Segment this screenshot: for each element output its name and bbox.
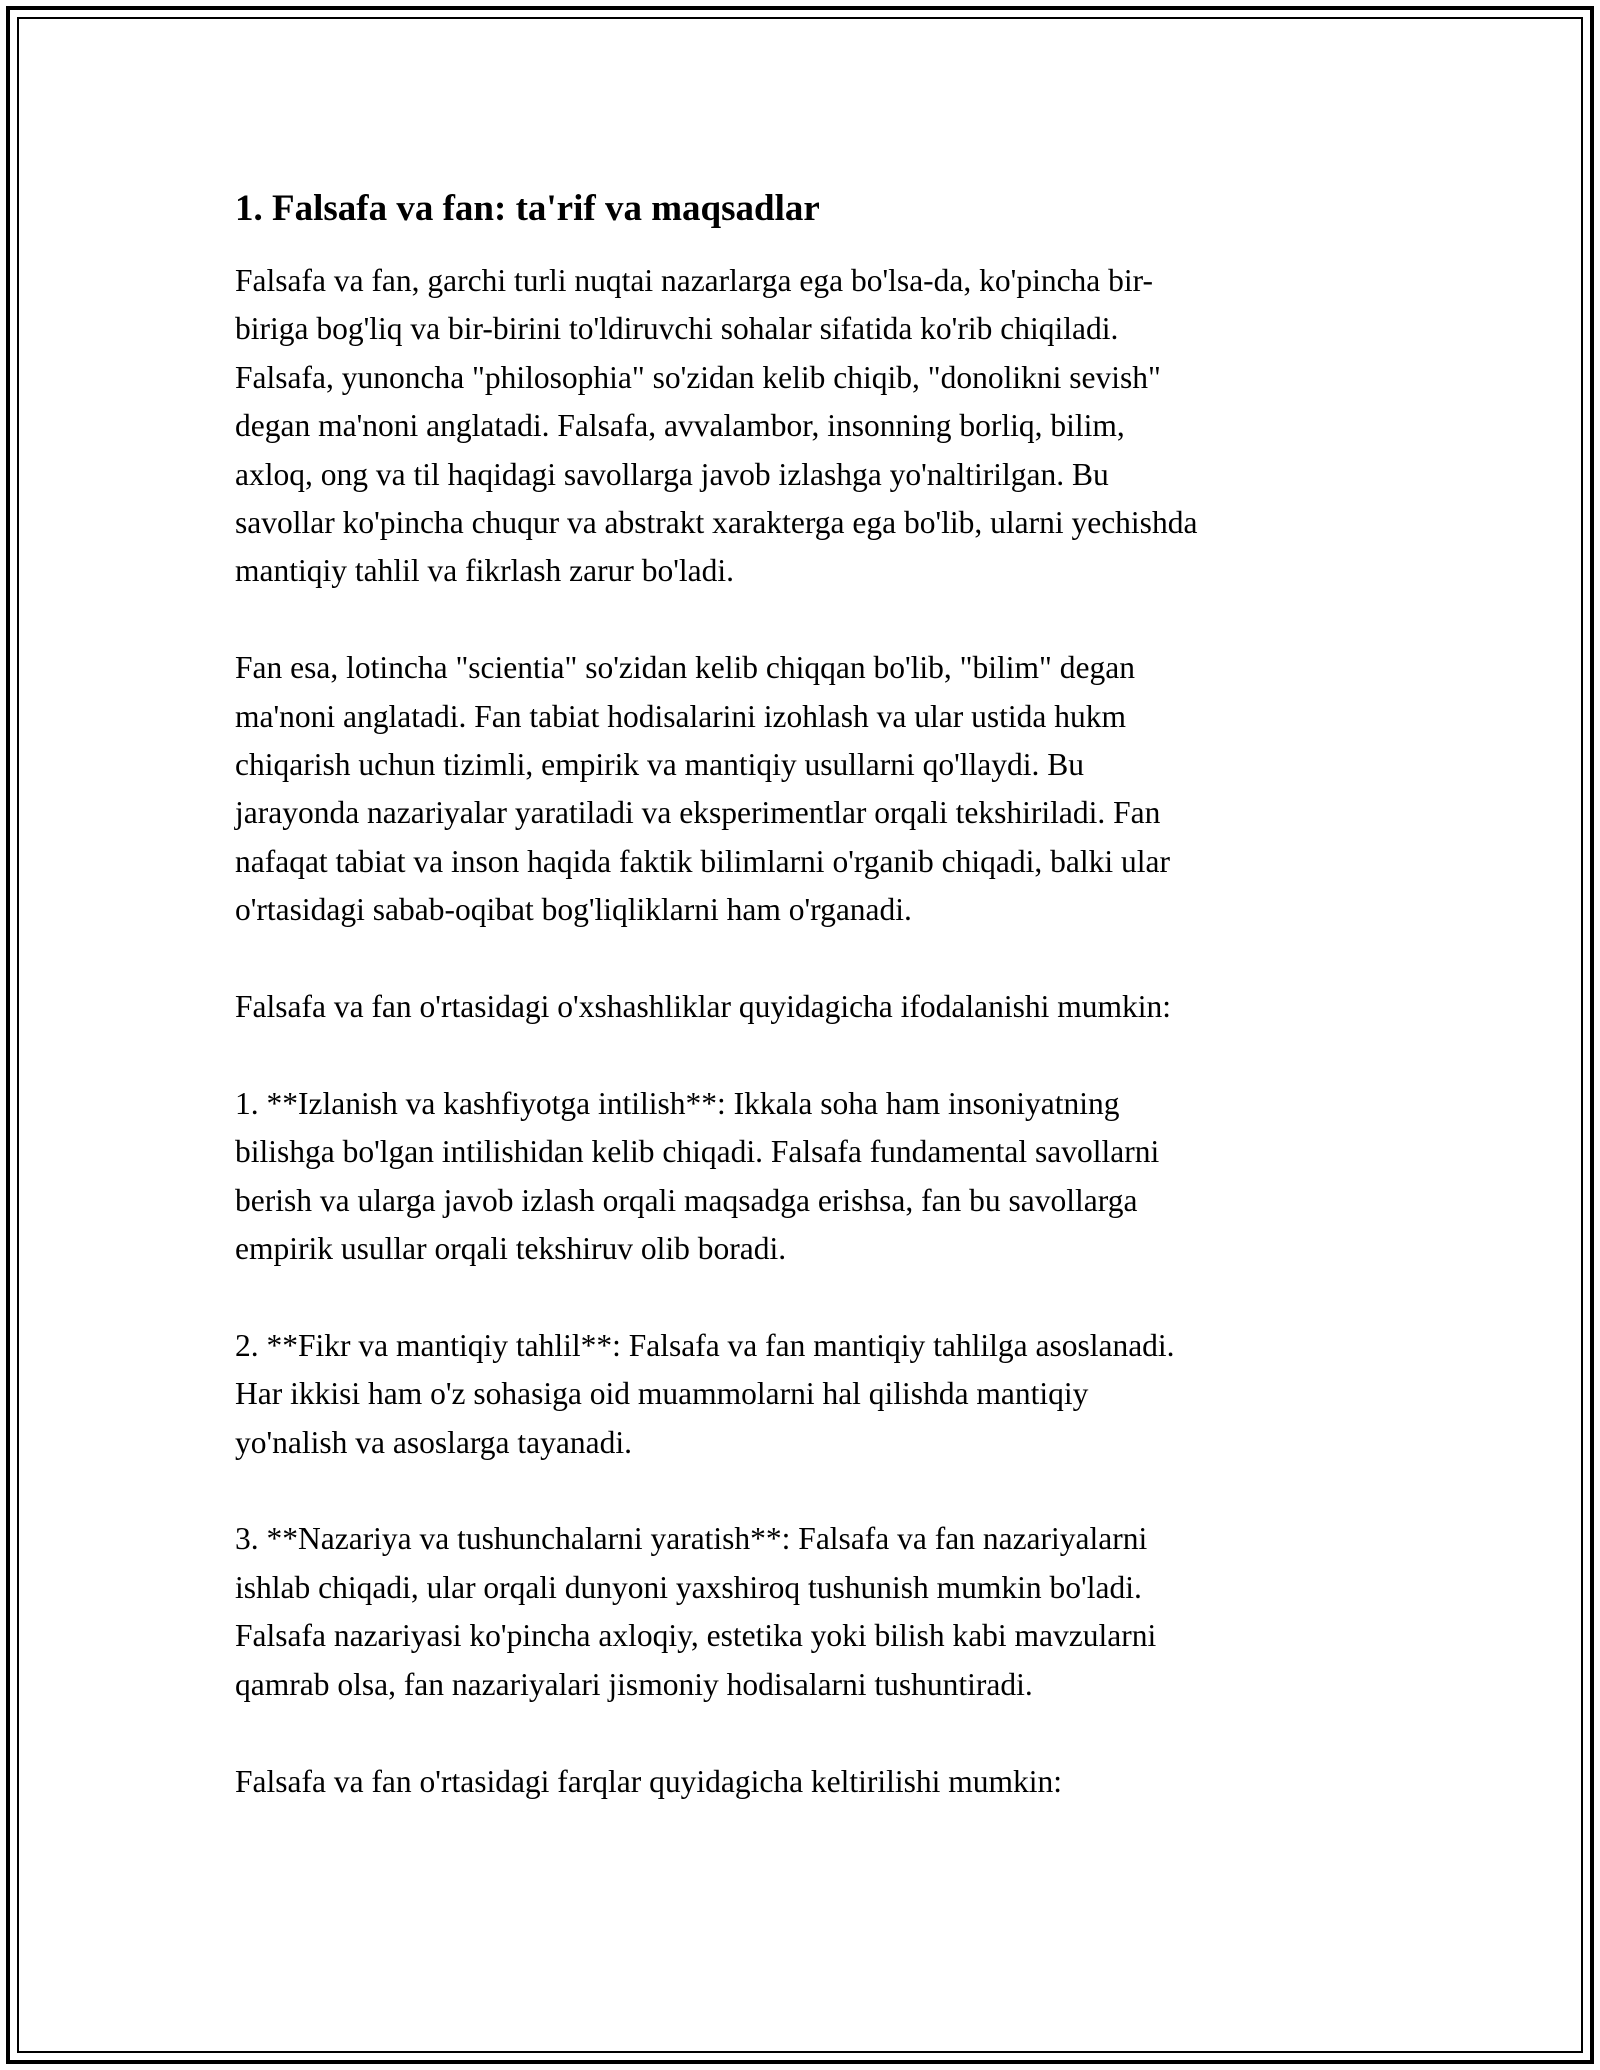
document-body: [235, 185, 1370, 1806]
paragraph-line: Har ikkisi ham o'z sohasiga oid muammolarni hal qilishda mantiqiy: [235, 1376, 1089, 1412]
paragraph-line: axloq, ong va til haqidagi savollarga javob izlashga yo'naltirilgan. Bu: [235, 456, 1109, 492]
paragraph-line: o'rtasidagi sabab-oqibat bog'liqliklarni ham o'rganadi.: [235, 892, 912, 928]
paragraph-list: [235, 257, 1370, 1806]
paragraph-line: 2. **Fikr va mantiqiy tahlil**: Falsafa va fan mantiqiy tahlilga asoslanadi.: [235, 1327, 1175, 1363]
paragraph-line: Falsafa va fan o'rtasidagi o'xshashliklar quyidagicha ifodalanishi mumkin:: [235, 989, 1172, 1025]
paragraph-line: Falsafa va fan o'rtasidagi farqlar quyidagicha keltirilishi mumkin:: [235, 1763, 1063, 1799]
paragraph-line: mantiqiy tahlil va fikrlash zarur bo'ladi.: [235, 553, 735, 589]
paragraph-line: Falsafa va fan, garchi turli nuqtai nazarlarga ega bo'lsa-da, ko'pincha bir-: [235, 263, 1154, 298]
paragraph: [235, 1515, 1370, 1709]
paragraph-line: qamrab olsa, fan nazariyalari jismoniy hodisalarni tushuntiradi.: [235, 1666, 1033, 1702]
paragraph: [235, 983, 1370, 1031]
paragraph-line: Fan esa, lotincha "scientia" so'zidan kelib chiqqan bo'lib, "bilim" degan: [235, 650, 1135, 686]
paragraph-line: berish va ularga javob izlash orqali maqsadga erishsa, fan bu savollarga: [235, 1182, 1138, 1218]
paragraph-line: nafaqat tabiat va inson haqida faktik bilimlarni o'rganib chiqadi, balki ular: [235, 843, 1170, 879]
paragraph: [235, 1758, 1370, 1806]
paragraph: [235, 257, 1370, 596]
paragraph-line: degan ma'noni anglatadi. Falsafa, avvalambor, insonning borliq, bilim,: [235, 408, 1125, 444]
paragraph-line: bilishga bo'lgan intilishidan kelib chiqadi. Falsafa fundamental savollarni: [235, 1134, 1160, 1170]
paragraph: [235, 1322, 1370, 1467]
paragraph-line: Falsafa nazariyasi ko'pincha axloqiy, estetika yoki bilish kabi mavzularni: [235, 1618, 1157, 1654]
paragraph-line: savollar ko'pincha chuqur va abstrakt xarakterga ega bo'lib, ularni yechishda: [235, 505, 1198, 541]
paragraph-line: empirik usullar orqali tekshiruv olib boradi.: [235, 1231, 787, 1267]
paragraph: [235, 644, 1370, 934]
paragraph-line: jarayonda nazariyalar yaratiladi va eksperimentlar orqali tekshiriladi. Fan: [235, 795, 1161, 831]
paragraph-line: ishlab chiqadi, ular orqali dunyoni yaxshiroq tushunish mumkin bo'ladi.: [235, 1569, 1142, 1605]
paragraph-line: ma'noni anglatadi. Fan tabiat hodisalarini izohlash va ular ustida hukm: [235, 698, 1126, 734]
paragraph-line: yo'nalish va asoslarga tayanadi.: [235, 1424, 632, 1460]
paragraph: [235, 1080, 1370, 1274]
paragraph-line: 3. **Nazariya va tushunchalarni yaratish**: Falsafa va fan nazariyalarni: [235, 1521, 1148, 1557]
paragraph-line: biriga bog'liq va bir-birini to'ldiruvchi sohalar sifatida ko'rib chiqiladi.: [235, 311, 1119, 347]
paragraph-line: Falsafa, yunoncha "philosophia" so'zidan kelib chiqib, "donolikni sevish": [235, 359, 1161, 395]
paragraph-line: 1. **Izlanish va kashfiyotga intilish**: Ikkala soha ham insoniyatning: [235, 1085, 1120, 1121]
section-heading: 1. Falsafa va fan: ta'rif va maqsadlar: [235, 188, 820, 229]
paragraph-line: chiqarish uchun tizimli, empirik va mantiqiy usullarni qo'llaydi. Bu: [235, 747, 1085, 783]
